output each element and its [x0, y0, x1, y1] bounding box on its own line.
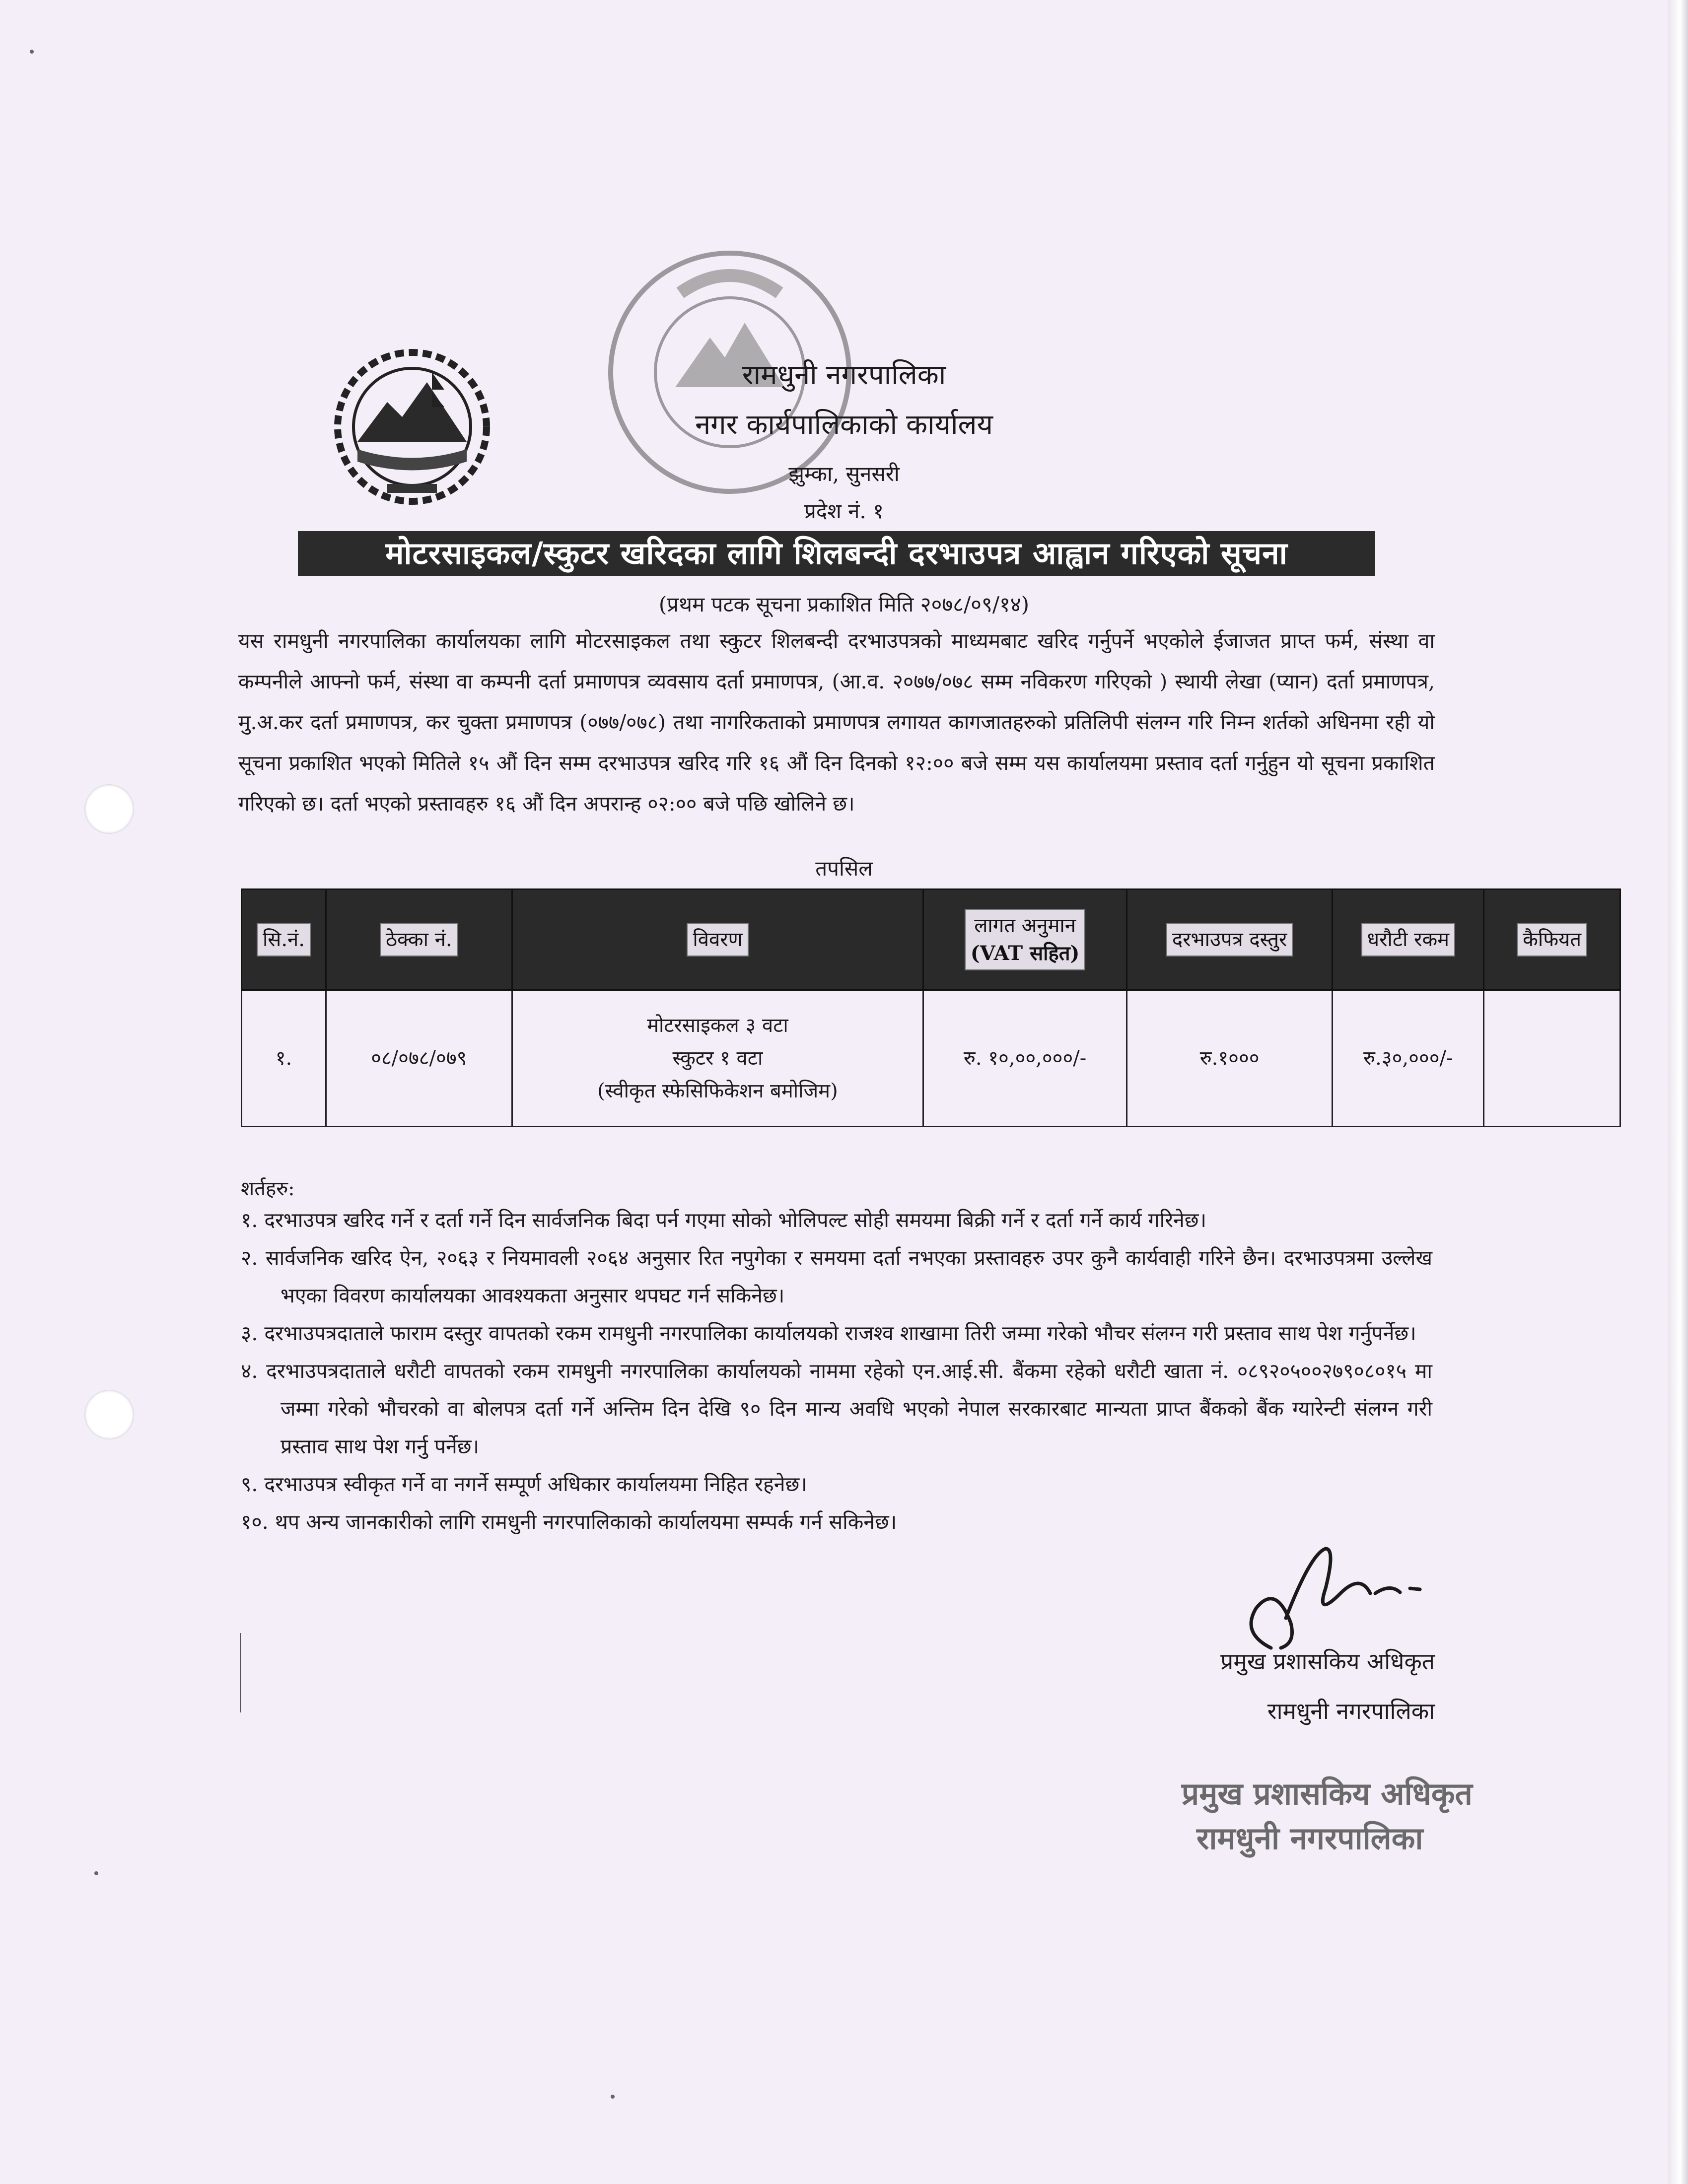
seal-designation: प्रमुख प्रशासकिय अधिकृत — [1182, 1775, 1473, 1812]
cell-cost-estimate: रु. १०,००,०००/- — [923, 990, 1127, 1127]
header-deposit: धरौटी रकम — [1333, 889, 1484, 990]
publish-date: (प्रथम पटक सूचना प्रकाशित मिति २०७८/०९/१४) — [658, 592, 1030, 616]
description-line: (स्वीकृत स्फेसिफिकेशन बमोजिम) — [597, 1080, 838, 1102]
signatory-designation: प्रमुख प्रशासकिय अधिकृत — [1220, 1648, 1435, 1675]
terms-title: शर्तहरु: — [241, 1177, 295, 1200]
cell-description — [512, 990, 923, 1127]
bid-details-table — [241, 888, 1621, 1127]
cell-bid-fee: रु.१००० — [1126, 990, 1333, 1127]
office-address: झुम्का, सुनसरी — [788, 462, 900, 486]
table-header-row — [242, 889, 1620, 990]
scan-speck — [611, 2095, 615, 2099]
notice-body: यस रामधुनी नगरपालिका कार्यालयका लागि मोटरसाइकल तथा स्कुटर शिलबन्दी दरभाउपत्रको माध्यमबाट खरिद गर्नुपर्ने भएकोले ईजाजत प्राप्त फर्म, संस्था वा कम्पनीले आफ्नो फर्म, संस्था वा कम्पनी दर्ता प्रमाणपत्र व्यवसाय दर्ता प्रमाणपत्र, (आ.व. २०७७/०७८ सम्म नविकरण गरिएको ) स्थायी लेखा (प्यान) दर्ता प्रमाणपत्र, मु.अ.कर दर्ता प्रमाणपत्र, कर चुक्ता प्रमाणपत्र (०७७/०७८) तथा नागरिकताको प्रमाणपत्र लगायत कागजातहरुको प्रतिलिपी संलग्न गरि निम्न शर्तको अधिनमा रही यो सूचना प्रकाशित भएको मितिले १५ औं दिन सम्म दरभाउपत्र खरिद गरि १६ औं दिन दिनको १२:०० बजे सम्म यस कार्यालयमा प्रस्ताव दर्ता गर्नुहुन यो सूचना प्रकाशित गरिएको छ। दर्ता भएको प्रस्तावहरु १६ औं दिन अपरान्ह ०२:०० बजे पछि खोलिने छ। — [238, 629, 1435, 816]
term-item: ४. दरभाउपत्रदाताले धरौटी वापतको रकम रामधुनी नगरपालिका कार्यालयको नाममा रहेको एन.आई.सी. बैंकमा रहेको धरौटी खाता नं. ०८९२०५००२७९०८०१५ मा जम्मा गरेको भौचरको वा बोलपत्र दर्ता गर्ने अन्तिम दिन देखि ९० दिन मान्य अवधि भएको नेपाल सरकारबाट मान्यता प्राप्त बैंकको बैंक ग्यारेन्टी संलग्न गरी प्रस्ताव साथ पेश गर्नु पर्नेछ। — [241, 1359, 1432, 1458]
term-item: २. सार्वजनिक खरिद ऐन, २०६३ र नियमावली २०६४ अनुसार रित नपुगेका र समयमा दर्ता नभएका प्रस्तावहरु उपर कुनै कार्यवाही गरिने छैन। दरभाउपत्रमा उल्लेख भएका विवरण कार्यालयका आवश्यकता अनुसार थपघट गर्न सकिनेछ। — [241, 1246, 1432, 1307]
term-item: ९. दरभाउपत्र स्वीकृत गर्ने वा नगर्ने सम्पूर्ण अधिकार कार्यालयमा निहित रहनेछ। — [241, 1472, 807, 1496]
header-contract-no: ठेक्का नं. — [326, 889, 512, 990]
table-row — [242, 990, 1620, 1127]
punch-hole — [84, 784, 134, 834]
terms-list — [241, 1201, 1432, 1541]
notice-title: मोटरसाइकल/स्कुटर खरिदका लागि शिलबन्दी दरभाउपत्र आह्वान गरिएको सूचना — [298, 531, 1375, 576]
description-line: स्कुटर १ वटा — [672, 1047, 763, 1070]
cell-contract-no: ०८/०७८/०७९ — [326, 990, 512, 1127]
province-name: प्रदेश नं. १ — [804, 499, 884, 523]
handwritten-signature-icon — [1211, 1534, 1450, 1663]
cell-deposit: रु.३०,०००/- — [1333, 990, 1484, 1127]
header-bid-fee: दरभाउपत्र दस्तुर — [1126, 889, 1333, 990]
municipality-name: रामधुनी नगरपालिका — [742, 359, 946, 391]
scan-speck — [94, 1871, 98, 1875]
signatory-organization: रामधुनी नगरपालिका — [1267, 1698, 1435, 1724]
scan-speck — [30, 50, 34, 54]
header-serial: सि.नं. — [242, 889, 326, 990]
term-item: १. दरभाउपत्र खरिद गर्ने र दर्ता गर्ने दिन सार्वजनिक बिदा पर्न गएमा सोको भोलिपल्ट सोही समयमा बिक्री गर्ने र दर्ता गर्ने कार्य गरिनेछ। — [241, 1208, 1206, 1232]
description-line: मोटरसाइकल ३ वटा — [647, 1014, 788, 1037]
table-caption: तपसिल — [815, 856, 873, 881]
cell-remarks — [1484, 990, 1620, 1127]
margin-line — [240, 1633, 241, 1712]
page-edge — [1668, 0, 1688, 2184]
punch-hole — [84, 1390, 134, 1439]
header-cost-estimate: लागत अनुमान (VAT सहित) — [923, 889, 1127, 990]
header-remarks: कैफियत — [1484, 889, 1620, 990]
seal-organization: रामधुनी नगरपालिका — [1196, 1820, 1423, 1856]
term-item: १०. थप अन्य जानकारीको लागि रामधुनी नगरपालिकाको कार्यालयमा सम्पर्क गर्न सकिनेछ। — [241, 1510, 897, 1534]
office-name: नगर कार्यपालिकाको कार्यालय — [695, 409, 993, 441]
header-description: विवरण — [512, 889, 923, 990]
cell-serial: १. — [242, 990, 326, 1127]
term-item: ३. दरभाउपत्रदाताले फाराम दस्तुर वापतको रकम रामधुनी नगरपालिका कार्यालयको राजश्व शाखामा तिरी जम्मा गरेको भौचर संलग्न गरी प्रस्ताव साथ पेश गर्नुपर्नेछ। — [241, 1321, 1416, 1345]
